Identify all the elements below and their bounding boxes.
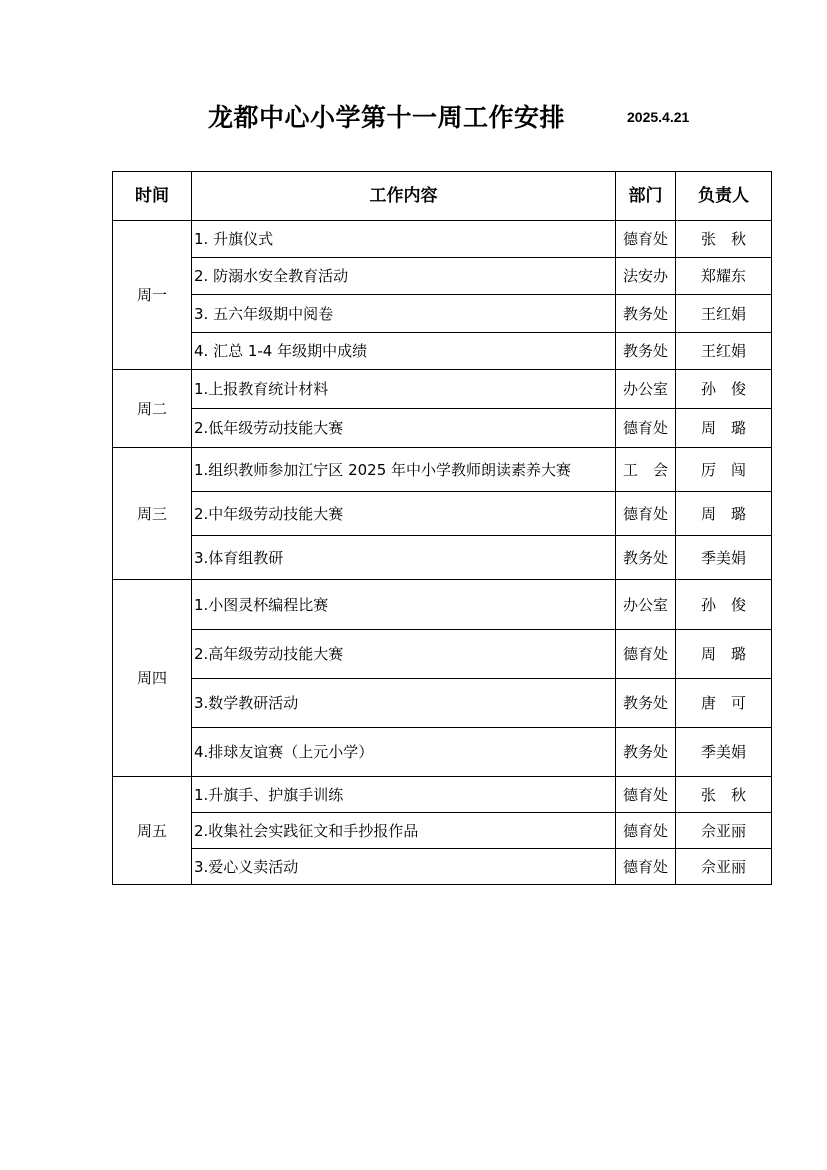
header-dept: 部门 <box>616 172 676 221</box>
task-content: 3.数学教研活动 <box>192 679 616 728</box>
task-content: 2. 防溺水安全教育活动 <box>192 258 616 295</box>
task-content: 1.升旗手、护旗手训练 <box>192 777 616 813</box>
task-content: 1.组织教师参加江宁区 2025 年中小学教师朗读素养大赛 <box>192 448 616 492</box>
task-dept: 办公室 <box>616 580 676 630</box>
table-row <box>113 258 772 295</box>
task-dept: 德育处 <box>616 777 676 813</box>
table-row <box>113 630 772 679</box>
day-label: 周四 <box>113 580 192 777</box>
task-dept: 教务处 <box>616 728 676 777</box>
schedule-date: 2025.4.21 <box>627 109 690 125</box>
header-time: 时间 <box>113 172 192 221</box>
task-person: 张 秋 <box>676 221 772 258</box>
task-dept: 德育处 <box>616 849 676 885</box>
task-dept: 德育处 <box>616 492 676 536</box>
schedule-table <box>112 171 772 885</box>
task-content: 4. 汇总 1-4 年级期中成绩 <box>192 333 616 370</box>
task-person: 周 璐 <box>676 409 772 448</box>
task-dept: 教务处 <box>616 295 676 333</box>
task-content: 4.排球友谊赛（上元小学） <box>192 728 616 777</box>
task-dept: 德育处 <box>616 813 676 849</box>
task-content: 2.低年级劳动技能大赛 <box>192 409 616 448</box>
task-dept: 教务处 <box>616 333 676 370</box>
table-row <box>113 409 772 448</box>
table-row <box>113 777 772 813</box>
task-person: 孙 俊 <box>676 580 772 630</box>
task-content: 3.体育组教研 <box>192 536 616 580</box>
task-content: 2.高年级劳动技能大赛 <box>192 630 616 679</box>
task-person: 周 璐 <box>676 492 772 536</box>
task-person: 季美娟 <box>676 728 772 777</box>
task-dept: 教务处 <box>616 679 676 728</box>
task-dept: 教务处 <box>616 536 676 580</box>
table-row <box>113 448 772 492</box>
task-dept: 德育处 <box>616 221 676 258</box>
table-row <box>113 580 772 630</box>
task-person: 周 璐 <box>676 630 772 679</box>
table-row <box>113 728 772 777</box>
task-dept: 工 会 <box>616 448 676 492</box>
task-person: 王红娟 <box>676 295 772 333</box>
task-person: 季美娟 <box>676 536 772 580</box>
task-person: 张 秋 <box>676 777 772 813</box>
table-row <box>113 813 772 849</box>
table-row <box>113 333 772 370</box>
day-label: 周一 <box>113 221 192 370</box>
task-dept: 德育处 <box>616 630 676 679</box>
header-content: 工作内容 <box>192 172 616 221</box>
task-dept: 法安办 <box>616 258 676 295</box>
table-row <box>113 849 772 885</box>
header-person: 负责人 <box>676 172 772 221</box>
task-dept: 德育处 <box>616 409 676 448</box>
task-content: 2.中年级劳动技能大赛 <box>192 492 616 536</box>
task-person: 唐 可 <box>676 679 772 728</box>
task-person: 佘亚丽 <box>676 849 772 885</box>
day-label: 周五 <box>113 777 192 885</box>
table-row <box>113 536 772 580</box>
task-content: 2.收集社会实践征文和手抄报作品 <box>192 813 616 849</box>
day-label: 周三 <box>113 448 192 580</box>
table-row <box>113 679 772 728</box>
task-content: 3. 五六年级期中阅卷 <box>192 295 616 333</box>
task-content: 1.小图灵杯编程比赛 <box>192 580 616 630</box>
table-header-row <box>113 172 772 221</box>
task-dept: 办公室 <box>616 370 676 409</box>
task-person: 佘亚丽 <box>676 813 772 849</box>
task-person: 郑耀东 <box>676 258 772 295</box>
schedule-body <box>113 221 772 885</box>
task-person: 厉 闯 <box>676 448 772 492</box>
task-content: 1. 升旗仪式 <box>192 221 616 258</box>
page-title: 龙都中心小学第十一周工作安排 <box>208 103 566 132</box>
task-content: 3.爱心义卖活动 <box>192 849 616 885</box>
table-row <box>113 492 772 536</box>
table-row <box>113 370 772 409</box>
task-person: 孙 俊 <box>676 370 772 409</box>
task-content: 1.上报教育统计材料 <box>192 370 616 409</box>
table-row <box>113 221 772 258</box>
day-label: 周二 <box>113 370 192 448</box>
task-person: 王红娟 <box>676 333 772 370</box>
table-row <box>113 295 772 333</box>
